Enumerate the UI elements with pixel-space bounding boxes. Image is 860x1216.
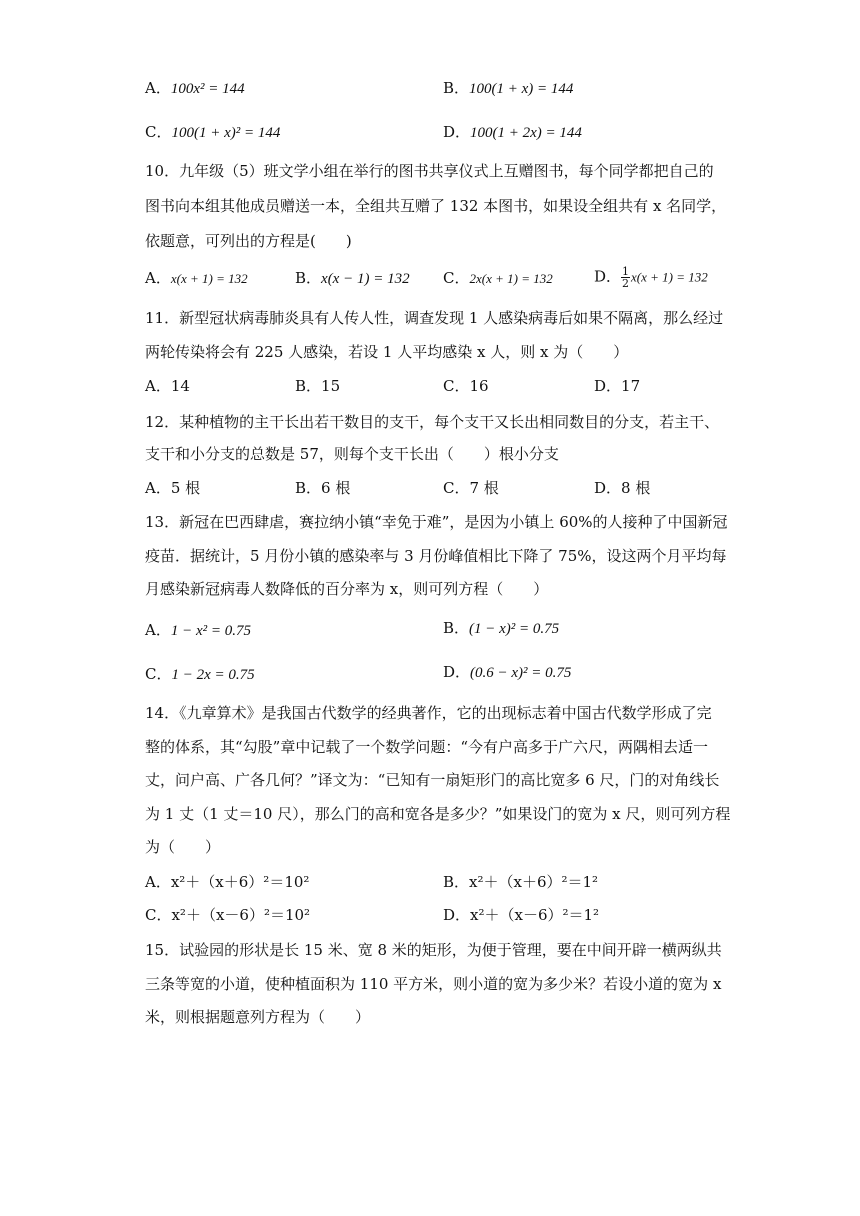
option-label: D． bbox=[443, 123, 471, 141]
option-equation: 100x² = 144 bbox=[170, 81, 245, 97]
q12-option-c[interactable]: C．7 根 bbox=[443, 479, 499, 497]
fraction-numerator: 1 bbox=[622, 265, 630, 278]
option-equation: 100(1 + x) = 144 bbox=[469, 81, 574, 97]
q11-text-line: 两轮传染将会有 225 人感染，若设 1 人平均感染 x 人，则 x 为（ ） bbox=[145, 343, 629, 361]
q9-option-b[interactable] bbox=[443, 78, 573, 99]
q11-option-d[interactable]: D．17 bbox=[594, 377, 641, 395]
option-equation: x(x − 1) = 132 bbox=[321, 271, 410, 287]
q14-text-line: 14．《九章算术》是我国古代数学的经典著作，它的出现标志着中国古代数学形成了完 bbox=[145, 704, 712, 722]
q14-option-d[interactable]: D．x²＋（x－6）²＝1² bbox=[443, 906, 600, 924]
q9-option-c[interactable] bbox=[145, 122, 280, 143]
q12-option-b[interactable]: B．6 根 bbox=[295, 479, 351, 497]
q14-option-a[interactable]: A．x²＋（x＋6）²＝10² bbox=[145, 873, 310, 891]
option-label: C． bbox=[145, 123, 172, 141]
option-label: D． bbox=[443, 663, 471, 681]
option-equation: 100(1 + x)² = 144 bbox=[171, 125, 281, 141]
q13-text-line: 疫苗．据统计，5 月份小镇的感染率与 3 月份峰值相比下降了 75%，设这两个月平均每 bbox=[145, 547, 727, 565]
option-label: B． bbox=[295, 269, 322, 287]
q14-text-line: 为（ ） bbox=[145, 838, 221, 856]
q14-text-line: 为 1 丈（1 丈＝10 尺），那么门的高和宽各是多少？”如果设门的宽为 x 尺，则可列方程 bbox=[145, 805, 731, 823]
option-equation: x(x + 1) = 132 bbox=[170, 271, 248, 286]
q11-option-c[interactable]: C．16 bbox=[443, 377, 489, 395]
option-equation: 100(1 + 2x) = 144 bbox=[470, 125, 582, 141]
q10-text-line: 依题意，可列出的方程是( ) bbox=[145, 232, 352, 250]
fraction-denominator: 2 bbox=[622, 277, 630, 290]
q9-option-a[interactable] bbox=[145, 78, 245, 99]
q15-text-line: 三条等宽的小道，使种植面积为 110 平方米，则小道的宽为多少米？若设小道的宽为 x bbox=[145, 975, 722, 993]
option-label: C． bbox=[145, 665, 172, 683]
option-equation: 1 − 2x = 0.75 bbox=[171, 667, 255, 683]
option-label: D． bbox=[594, 267, 622, 286]
q10-text-line: 图书向本组其他成员赠送一本，全组共互赠了 132 本图书，如果设全组共有 x 名同学， bbox=[145, 197, 727, 215]
option-label: A． bbox=[145, 621, 171, 639]
q13-text-line: 13．新冠在巴西肆虐，赛拉纳小镇“幸免于难”，是因为小镇上 60%的人接种了中国新冠 bbox=[145, 513, 728, 531]
option-equation: (1 − x)² = 0.75 bbox=[469, 621, 560, 637]
q12-option-d[interactable]: D．8 根 bbox=[594, 479, 651, 497]
q14-option-c[interactable]: C．x²＋（x－6）²＝10² bbox=[145, 906, 311, 924]
q14-text-line: 整的体系，其“勾股”章中记载了一个数学问题：“今有户高多于广六尺，两隅相去适一 bbox=[145, 738, 709, 756]
option-label: B． bbox=[443, 79, 470, 97]
q12-option-a[interactable]: A．5 根 bbox=[145, 479, 201, 497]
q10-option-a[interactable] bbox=[145, 268, 248, 289]
option-label: A． bbox=[145, 79, 171, 97]
q9-option-d[interactable] bbox=[443, 122, 582, 143]
option-equation: (0.6 − x)² = 0.75 bbox=[470, 665, 572, 681]
q12-text-line: 12．某种植物的主干长出若干数目的支干，每个支干又长出相同数目的分支，若主干、 bbox=[145, 413, 720, 431]
q11-option-b[interactable]: B．15 bbox=[295, 377, 341, 395]
q15-text-line: 15．试验园的形状是长 15 米、宽 8 米的矩形，为便于管理，要在中间开辟一横两纵共 bbox=[145, 941, 722, 959]
q12-text-line: 支干和小分支的总数是 57，则每个支干长出（ ）根小分支 bbox=[145, 445, 559, 463]
q10-option-b[interactable] bbox=[295, 268, 410, 289]
q13-option-a[interactable] bbox=[145, 620, 251, 641]
q10-text-line: 10．九年级（5）班文学小组在举行的图书共享仪式上互赠图书，每个同学都把自己的 bbox=[145, 162, 714, 180]
option-equation: x(x + 1) = 132 bbox=[631, 269, 708, 285]
option-label: B． bbox=[443, 619, 470, 637]
q14-option-b[interactable]: B．x²＋（x＋6）²＝1² bbox=[443, 873, 599, 891]
q13-option-d[interactable] bbox=[443, 662, 571, 683]
q10-option-d[interactable] bbox=[594, 266, 708, 289]
q14-text-line: 丈，问户高、广各几何？”译文为：“已知有一扇矩形门的高比宽多 6 尺，门的对角线长 bbox=[145, 771, 720, 789]
q11-option-a[interactable]: A．14 bbox=[145, 377, 190, 395]
option-equation: 2x(x + 1) = 132 bbox=[469, 271, 553, 286]
option-label: C． bbox=[443, 269, 470, 287]
q13-option-c[interactable] bbox=[145, 664, 255, 685]
q15-text-line: 米，则根据题意列方程为（ ） bbox=[145, 1008, 371, 1026]
q10-option-c[interactable] bbox=[443, 268, 553, 289]
q13-option-b[interactable] bbox=[443, 618, 559, 639]
q11-text-line: 11．新型冠状病毒肺炎具有人传人性，调查发现 1 人感染病毒后如果不隔离，那么经过 bbox=[145, 309, 724, 327]
option-label: A． bbox=[145, 269, 171, 287]
q13-text-line: 月感染新冠病毒人数降低的百分率为 x，则可列方程（ ） bbox=[145, 580, 549, 598]
fraction bbox=[621, 266, 630, 289]
option-equation: 1 − x² = 0.75 bbox=[170, 623, 251, 639]
